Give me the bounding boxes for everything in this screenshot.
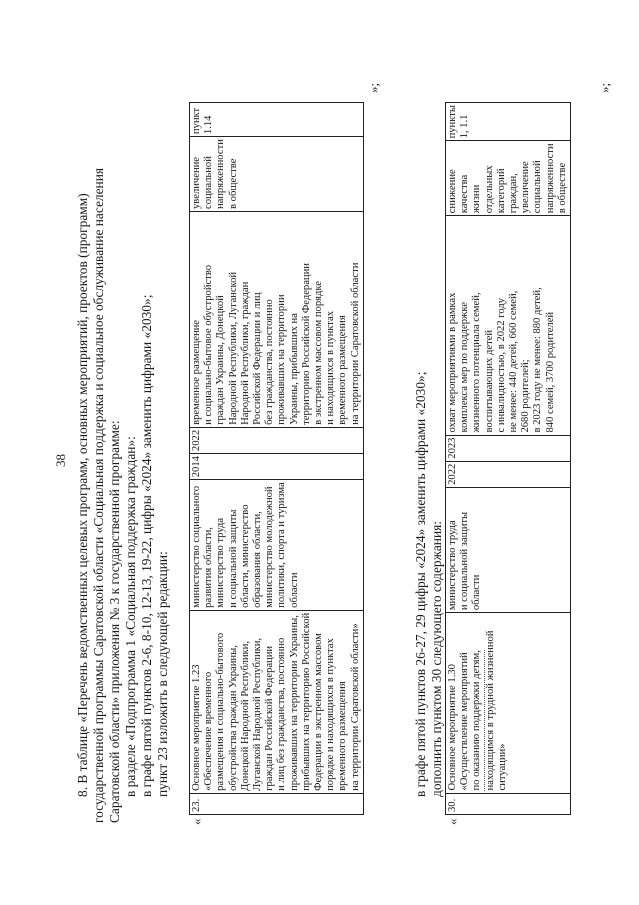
paragraph-intro: 8. В таблице «Перечень ведомственных целевых программ, основных мероприятий, проектов (программ) (75, 193, 90, 797)
cell-line: воспитывающих детей (483, 329, 495, 433)
cell-line: качества (459, 174, 471, 214)
paragraph-item-23: пункт 23 изложить в следующей редакции: (155, 551, 170, 797)
cell-line: развития области, (203, 527, 215, 608)
row-number: 30. (446, 793, 571, 814)
cell-line: политики, спорта и туризма (276, 482, 288, 608)
cell-line: и лиц без гражданства, постоянно (276, 637, 288, 791)
executor-cell (190, 480, 364, 611)
cell-line: Российской Федерации и лиц (252, 292, 264, 425)
cell-line: граждан Российской Федерации (264, 645, 276, 791)
cell-line: с инвалидностью, в 2022 году (495, 297, 507, 433)
cell-line: и находящихся в пунктах (325, 310, 337, 425)
cell-line: жизненного потенциала семей, (471, 292, 483, 433)
cell-line: без гражданства, постоянно (264, 299, 276, 425)
year-start-cell: 2022 (446, 461, 571, 487)
cell-line: граждан Украины, Донецкой (215, 295, 227, 425)
cell-line: Народной Республики, Луганской (227, 271, 239, 425)
quote-close-23: »; (366, 82, 381, 93)
cell-line: размещения и социально-бытового (215, 632, 227, 791)
cell-line: «Осуществление мероприятий (459, 652, 471, 791)
cell-line: пункты (447, 105, 458, 139)
cell-line: Донецкой Народной Республики, (239, 640, 251, 791)
cell-line: напряженности (215, 139, 227, 209)
cell-line: Основное мероприятие 1.23 (191, 664, 202, 791)
page-number: 38 (53, 454, 68, 467)
cell-line: в 2023 году не менее: 880 детей, (532, 287, 544, 433)
cell-line: увеличение (520, 161, 532, 214)
paragraph-add-item-30: дополнить пунктом 30 следующего содержания: (429, 520, 444, 797)
cell-line: снижение (447, 169, 458, 214)
quote-close-30: »; (597, 82, 612, 93)
cell-line: и социальной защиты (459, 511, 471, 611)
cell-line: Луганской Народной Республики, (252, 637, 264, 791)
table-row (446, 103, 571, 815)
measure-name-cell (446, 613, 571, 793)
cell-line: области, министерство (239, 504, 251, 608)
cell-line: порядке и находящихся в пунктах (325, 638, 337, 791)
cell-line: жизни (471, 184, 483, 214)
cell-line: и социальной защиты (227, 509, 239, 608)
result-cell (446, 216, 571, 435)
cell-line: социальной (532, 160, 544, 214)
cell-line: проживавших на территории (276, 294, 288, 425)
cell-line: не менее: 440 детей, 660 семей, (508, 290, 520, 433)
cell-line: отдельных (483, 165, 495, 214)
cell-line: министерство труда (215, 517, 227, 608)
cell-line: и социально-бытовое обустройство (203, 264, 215, 425)
cell-line: Федерации в экстренном массовом (313, 633, 325, 791)
cell-line: граждан, (508, 173, 520, 214)
cell-line: социальной (203, 156, 215, 209)
cell-line: пункт (191, 107, 202, 135)
cell-line: Народной Республики, граждан (239, 281, 251, 425)
cell-line: министерство молодежной (264, 486, 276, 608)
cell-line: напряженности (544, 143, 556, 214)
result-cell (190, 211, 364, 427)
paragraph-replace-years: в графе пятой пунктов 2-6, 8-10, 12-13, 19-22, цифры «2024» заменить цифрами «2030»; (139, 294, 154, 797)
consequence-cell (446, 141, 571, 216)
cell-line: 840 семей, 3700 родителей (544, 311, 556, 433)
consequence-cell (190, 137, 364, 212)
table-row (190, 103, 364, 815)
cell-line: на территории Саратовской области» (349, 623, 361, 791)
cell-line: Украины, прибывших на (288, 313, 300, 425)
cell-line: ситуации» (496, 743, 508, 791)
row-number: 23. (190, 793, 364, 814)
cell-line: временного размещения (337, 315, 349, 425)
cell-line: охват мероприятиями в рамках (447, 292, 458, 433)
table-row-23 (189, 102, 364, 815)
cell-line: министерство труда (447, 520, 458, 611)
paragraph-intro-end: Саратовской области» приложения № 3 к государственной программе: (107, 420, 122, 823)
cell-line: комплекса мер по поддержке (459, 302, 471, 433)
cell-line: «Обеспечение временного (203, 671, 215, 791)
cell-line: проживавших на территории Украины, (288, 615, 300, 791)
year-end-cell: 2022 (190, 427, 364, 453)
cell-line: по оказанию поддержки детям, (471, 650, 484, 790)
cell-line: 1.14 (203, 115, 215, 135)
cell-line: Основное мероприятие 1.30 (447, 664, 458, 791)
cell-line: в обществе (556, 162, 568, 214)
cell-line: в экстренном массовом порядке (313, 281, 325, 425)
cell-line: обустройства граждан Украины, (227, 645, 239, 791)
cell-line: в обществе (227, 158, 239, 209)
paragraph-replace-years-2: в графе пятой пунктов 26-27, 29 цифры «2024» заменить цифрами «2030»; (413, 371, 428, 797)
cell-line: увеличение (191, 157, 202, 209)
cell-line: временное размещение (191, 320, 202, 425)
year-end-cell: 2023 (446, 435, 571, 461)
cell-line: категорий (495, 168, 507, 214)
cell-line: 1, 1.1 (459, 114, 471, 139)
cell-line: временного размещения (337, 681, 349, 791)
quote-open-30: « (445, 818, 460, 825)
measure-name-cell (190, 610, 364, 793)
cell-line: министерство социального (191, 485, 202, 608)
cell-line: прибывших на территорию Российской (300, 612, 312, 791)
quote-open-23: « (189, 818, 204, 825)
paragraph-intro-cont: государственной программы Саратовской области «Социальная поддержка и социальное обслуживание населения (91, 167, 106, 823)
points-cell (446, 103, 571, 141)
paragraph-section: в разделе «Подпрограмма 1 «Социальная поддержка граждан»: (123, 436, 138, 797)
points-cell (190, 103, 364, 137)
executor-cell (446, 487, 571, 612)
year-start-cell: 2014 (190, 454, 364, 480)
cell-line: 2680 родителей; (520, 359, 532, 433)
cell-line: области (288, 572, 300, 608)
cell-line: области (471, 574, 483, 611)
cell-line: образования области, (252, 511, 264, 608)
cell-line: находящимся в трудной жизненной (484, 630, 496, 791)
table-row-30 (445, 102, 571, 815)
cell-line: территорию Российской Федерации (300, 263, 312, 425)
cell-line: на территории Саратовской области (349, 262, 361, 425)
